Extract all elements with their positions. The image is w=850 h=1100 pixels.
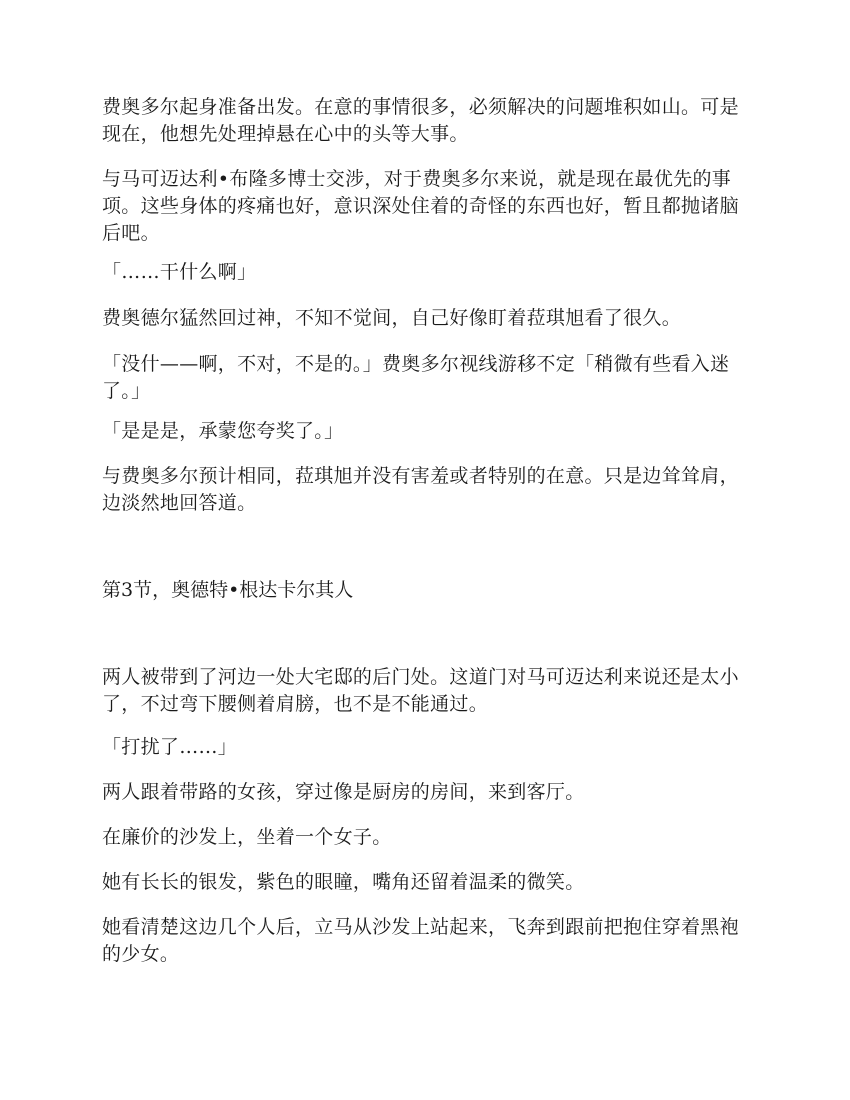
paragraph: 「是是是，承蒙您夸奖了。」: [102, 420, 344, 442]
paragraph: 「没什——啊，不对，不是的。」费奥多尔视线游移不定「稍微有些看入迷了。」: [102, 353, 730, 402]
paragraph: 她有长长的银发，紫色的眼瞳，嘴角还留着温柔的微笑。: [102, 871, 585, 893]
paragraph: 与马可迈达利•布隆多博士交涉，对于费奥多尔来说，就是现在最优先的事项。这些身体的疼痛也好，意识深处住着的奇怪的东西也好，暂且都抛诸脑后吧。: [102, 168, 739, 244]
paragraph: 在廉价的沙发上，坐着一个女子。: [102, 826, 392, 848]
paragraph: 费奥德尔猛然回过神，不知不觉间，自己好像盯着菈琪旭看了很久。: [102, 307, 682, 329]
paragraph: 两人跟着带路的女孩，穿过像是厨房的房间，来到客厅。: [102, 781, 585, 803]
paragraph: 「打扰了……」: [102, 736, 238, 758]
paragraph: 两人被带到了河边一处大宅邸的后门处。这道门对马可迈达利来说还是太小了，不过弯下腰侧着肩膀，也不是不能通过。: [102, 666, 739, 715]
paragraph: 「……干什么啊」: [102, 261, 257, 283]
section-title: 第3节，奥德特•根达卡尔其人: [102, 579, 354, 601]
paragraph: 费奥多尔起身准备出发。在意的事情很多，必须解决的问题堆积如山。可是现在，他想先处理掉悬在心中的头等大事。: [102, 96, 739, 145]
paragraph: 她看清楚这边几个人后，立马从沙发上站起来，飞奔到跟前把抱住穿着黑袍的少女。: [102, 916, 739, 965]
paragraph: 与费奥多尔预计相同，菈琪旭并没有害羞或者特别的在意。只是边耸耸肩，边淡然地回答道。: [102, 465, 739, 514]
